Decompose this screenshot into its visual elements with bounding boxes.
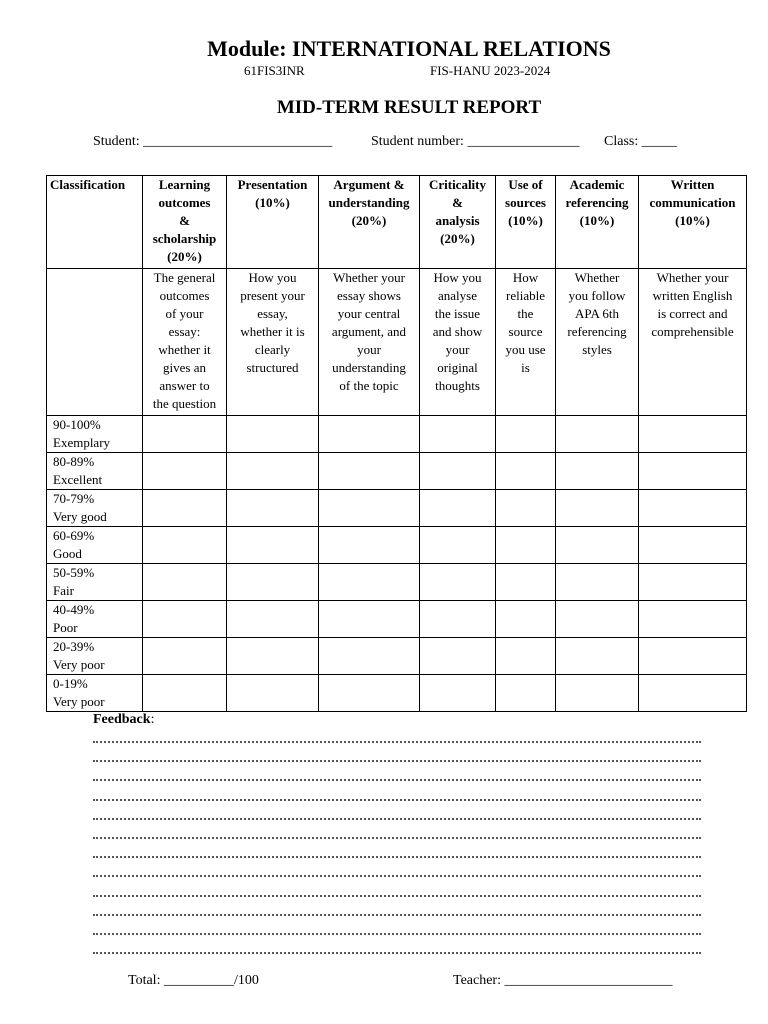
score-cell[interactable] — [556, 601, 639, 638]
score-cell[interactable] — [420, 490, 496, 527]
grade-range: 60-69% — [53, 528, 95, 543]
class-label: Class: — [604, 134, 639, 149]
criterion-description — [420, 269, 496, 416]
score-cell[interactable] — [496, 601, 556, 638]
criterion-description-line: argument, and — [331, 324, 407, 339]
criterion-description-line: understanding — [332, 360, 406, 375]
feedback-heading — [93, 712, 154, 728]
criterion-description-line: thoughts — [435, 378, 480, 393]
total-blank: __________ — [163, 973, 234, 988]
class-blank: _____ — [641, 134, 677, 149]
score-cell[interactable] — [319, 564, 420, 601]
criterion-description-line: your central — [337, 306, 401, 321]
grade-row — [47, 638, 747, 675]
institution-year: FIS-HANU 2023-2024 — [430, 63, 551, 78]
criterion-description-line: source — [508, 324, 543, 339]
feedback-label: Feedback — [93, 712, 151, 727]
criterion-description-line: essay: — [168, 324, 201, 339]
student-number-field — [371, 134, 579, 150]
grade-label-cell — [47, 527, 143, 564]
grade-row — [47, 564, 747, 601]
module-title: Module: INTERNATIONAL RELATIONS — [207, 36, 611, 61]
criterion-description-line: whether it — [158, 342, 211, 357]
feedback-colon: : — [150, 712, 155, 727]
criterion-description-line: present your — [240, 288, 305, 303]
criterion-name-line: sources — [505, 195, 546, 210]
score-cell[interactable] — [319, 453, 420, 490]
score-cell[interactable] — [319, 490, 420, 527]
criterion-header — [496, 176, 556, 269]
score-cell[interactable] — [496, 453, 556, 490]
grade-label-cell — [47, 638, 143, 675]
criterion-header — [556, 176, 639, 269]
score-cell[interactable] — [420, 675, 496, 712]
student-number-label: Student number: — [371, 134, 464, 149]
grade-label: Exemplary — [53, 435, 111, 450]
score-cell[interactable] — [227, 416, 319, 453]
total-field — [128, 973, 259, 989]
criterion-description-line: gives an — [163, 360, 206, 375]
criteria-description-row — [47, 269, 747, 416]
score-cell[interactable] — [420, 638, 496, 675]
feedback-dotted-line[interactable] — [93, 760, 701, 762]
criterion-description-line: Whether — [574, 270, 620, 285]
student-blank: ___________________________ — [143, 134, 333, 149]
course-code: 61FIS3INR — [244, 63, 305, 78]
criterion-description-line: referencing — [567, 324, 627, 339]
score-cell[interactable] — [496, 564, 556, 601]
score-cell[interactable] — [143, 453, 227, 490]
criterion-name-line: (20%) — [440, 231, 475, 246]
criterion-name-line: Academic — [569, 177, 625, 192]
criterion-name-line: communication — [649, 195, 736, 210]
score-cell[interactable] — [556, 453, 639, 490]
score-cell[interactable] — [143, 638, 227, 675]
teacher-blank: ________________________ — [504, 973, 673, 988]
rubric-table — [46, 175, 747, 712]
criterion-description-line: styles — [582, 342, 612, 357]
criterion-description-line: comprehensible — [651, 324, 734, 339]
criterion-description-line: outcomes — [159, 288, 210, 303]
score-cell[interactable] — [143, 416, 227, 453]
criterion-description — [496, 269, 556, 416]
criterion-name-line: understanding — [328, 195, 410, 210]
grade-label: Poor — [53, 620, 78, 635]
criterion-description-line: clearly — [254, 342, 291, 357]
student-number-blank: ________________ — [467, 134, 580, 149]
score-cell[interactable] — [143, 527, 227, 564]
student-label: Student: — [93, 134, 140, 149]
criteria-header-row — [47, 176, 747, 269]
criterion-name-line: Use of — [508, 177, 543, 192]
score-cell[interactable] — [639, 416, 747, 453]
grade-label-cell — [47, 601, 143, 638]
criterion-description-line: original — [437, 360, 478, 375]
criterion-name-line: outcomes — [158, 195, 211, 210]
criterion-description-line: APA 6th — [575, 306, 619, 321]
score-cell[interactable] — [319, 638, 420, 675]
criterion-name-line: (10%) — [579, 213, 615, 228]
feedback-dotted-line[interactable] — [93, 933, 701, 935]
classification-header: Classification — [47, 176, 143, 269]
criterion-name-line: Argument & — [333, 177, 405, 192]
student-field — [93, 134, 332, 150]
criterion-header — [227, 176, 319, 269]
score-cell[interactable] — [496, 527, 556, 564]
grade-label: Very good — [53, 509, 107, 524]
score-cell[interactable] — [420, 527, 496, 564]
grade-label: Excellent — [53, 472, 103, 487]
criterion-description-line: the question — [152, 396, 217, 411]
criterion-description-line: How you — [248, 270, 297, 285]
criterion-description-line: Whether your — [333, 270, 405, 285]
score-cell[interactable] — [227, 601, 319, 638]
score-cell[interactable] — [143, 490, 227, 527]
score-cell[interactable] — [496, 490, 556, 527]
criterion-description — [556, 269, 639, 416]
score-cell[interactable] — [639, 490, 747, 527]
criterion-name-line: Criticality — [428, 177, 487, 192]
criterion-description-line: written English — [652, 288, 733, 303]
grade-label-cell — [47, 564, 143, 601]
grade-row — [47, 527, 747, 564]
criterion-description-line: and show — [432, 324, 483, 339]
score-cell[interactable] — [420, 564, 496, 601]
score-cell[interactable] — [556, 564, 639, 601]
grade-label: Fair — [53, 583, 74, 598]
grade-range: 0-19% — [53, 676, 88, 691]
score-cell[interactable] — [143, 675, 227, 712]
score-cell[interactable] — [556, 638, 639, 675]
feedback-dotted-line[interactable] — [93, 875, 701, 877]
score-cell[interactable] — [227, 453, 319, 490]
criterion-description-line: essay shows — [337, 288, 401, 303]
grade-range: 90-100% — [53, 417, 101, 432]
grade-label-cell — [47, 453, 143, 490]
score-cell[interactable] — [639, 675, 747, 712]
grade-range: 50-59% — [53, 565, 95, 580]
score-cell[interactable] — [319, 527, 420, 564]
score-cell[interactable] — [556, 416, 639, 453]
score-cell[interactable] — [227, 675, 319, 712]
criterion-description-line: structured — [246, 360, 299, 375]
criterion-description-line: of your — [165, 306, 204, 321]
criterion-description — [143, 269, 227, 416]
score-cell[interactable] — [496, 638, 556, 675]
criterion-description-line: of the topic — [339, 378, 399, 393]
score-cell[interactable] — [227, 527, 319, 564]
criterion-header — [420, 176, 496, 269]
criterion-description-line: your — [445, 342, 470, 357]
score-cell[interactable] — [639, 527, 747, 564]
criterion-name-line: scholarship — [152, 231, 217, 246]
feedback-dotted-line[interactable] — [93, 856, 701, 858]
grade-label: Good — [53, 546, 82, 561]
score-cell[interactable] — [227, 638, 319, 675]
criterion-description-line: essay, — [257, 306, 288, 321]
score-cell[interactable] — [639, 453, 747, 490]
grade-label-cell — [47, 416, 143, 453]
score-cell[interactable] — [420, 601, 496, 638]
score-cell[interactable] — [319, 601, 420, 638]
report-title: MID-TERM RESULT REPORT — [276, 97, 542, 118]
total-label: Total: — [128, 973, 161, 988]
score-cell[interactable] — [639, 601, 747, 638]
grade-row — [47, 601, 747, 638]
criterion-name-line: referencing — [565, 195, 629, 210]
teacher-label: Teacher: — [453, 973, 501, 988]
grade-row — [47, 490, 747, 527]
criterion-description — [639, 269, 747, 416]
grade-label-cell — [47, 490, 143, 527]
grade-range: 20-39% — [53, 639, 95, 654]
grade-label-cell — [47, 675, 143, 712]
grade-row — [47, 416, 747, 453]
score-cell[interactable] — [639, 638, 747, 675]
score-cell[interactable] — [556, 490, 639, 527]
feedback-dotted-line[interactable] — [93, 895, 701, 897]
criterion-description-line: whether it is — [240, 324, 305, 339]
grade-range: 70-79% — [53, 491, 95, 506]
grade-range: 40-49% — [53, 602, 95, 617]
criterion-header — [143, 176, 227, 269]
feedback-dotted-line[interactable] — [93, 779, 701, 781]
score-cell[interactable] — [143, 601, 227, 638]
grade-label: Very poor — [53, 657, 105, 672]
teacher-field — [453, 973, 672, 989]
criterion-name-line: (20%) — [351, 213, 387, 228]
criterion-name-line: Written — [670, 177, 715, 192]
criterion-description — [319, 269, 420, 416]
feedback-dotted-line[interactable] — [93, 741, 701, 743]
score-cell[interactable] — [227, 490, 319, 527]
description-empty-cell — [47, 269, 143, 416]
criterion-description-line: you use — [505, 342, 546, 357]
criterion-description-line: is — [521, 360, 530, 375]
criterion-name-line: (20%) — [167, 249, 202, 264]
criterion-description-line: the — [517, 306, 534, 321]
score-cell[interactable] — [556, 527, 639, 564]
criterion-name-line: Presentation — [237, 177, 308, 192]
score-cell[interactable] — [496, 675, 556, 712]
criterion-description-line: reliable — [506, 288, 545, 303]
criterion-name-line: analysis — [435, 213, 480, 228]
criterion-description-line: you follow — [568, 288, 626, 303]
criterion-description-line: the issue — [434, 306, 481, 321]
criterion-description-line: your — [357, 342, 381, 357]
criterion-description-line: The general — [153, 270, 216, 285]
criterion-description-line: analyse — [438, 288, 477, 303]
total-suffix: /100 — [233, 973, 259, 988]
criterion-header — [319, 176, 420, 269]
criterion-description-line: Whether your — [656, 270, 729, 285]
feedback-dotted-line[interactable] — [93, 818, 701, 820]
score-cell[interactable] — [227, 564, 319, 601]
criterion-name-line: (10%) — [675, 213, 710, 228]
criterion-description-line: How — [512, 270, 539, 285]
score-cell[interactable] — [556, 675, 639, 712]
criterion-name-line: & — [452, 195, 463, 210]
score-cell[interactable] — [143, 564, 227, 601]
criterion-description-line: How you — [433, 270, 482, 285]
score-cell[interactable] — [319, 675, 420, 712]
criterion-name-line: & — [179, 213, 190, 228]
grade-label: Very poor — [53, 694, 105, 709]
feedback-dotted-line[interactable] — [93, 914, 701, 916]
criterion-name-line: (10%) — [508, 213, 543, 228]
score-cell[interactable] — [319, 416, 420, 453]
score-cell[interactable] — [496, 416, 556, 453]
score-cell[interactable] — [639, 564, 747, 601]
criterion-description-line: is correct and — [657, 306, 728, 321]
feedback-dotted-line[interactable] — [93, 837, 701, 839]
score-cell[interactable] — [420, 453, 496, 490]
class-field — [604, 134, 677, 150]
grade-row — [47, 675, 747, 712]
criterion-header — [639, 176, 747, 269]
criterion-name-line: (10%) — [255, 195, 290, 210]
feedback-dotted-line[interactable] — [93, 799, 701, 801]
criterion-description — [227, 269, 319, 416]
criterion-name-line: Learning — [158, 177, 211, 192]
grade-range: 80-89% — [53, 454, 95, 469]
feedback-dotted-line[interactable] — [93, 952, 701, 954]
score-cell[interactable] — [420, 416, 496, 453]
grade-row — [47, 453, 747, 490]
criterion-description-line: answer to — [159, 378, 210, 393]
